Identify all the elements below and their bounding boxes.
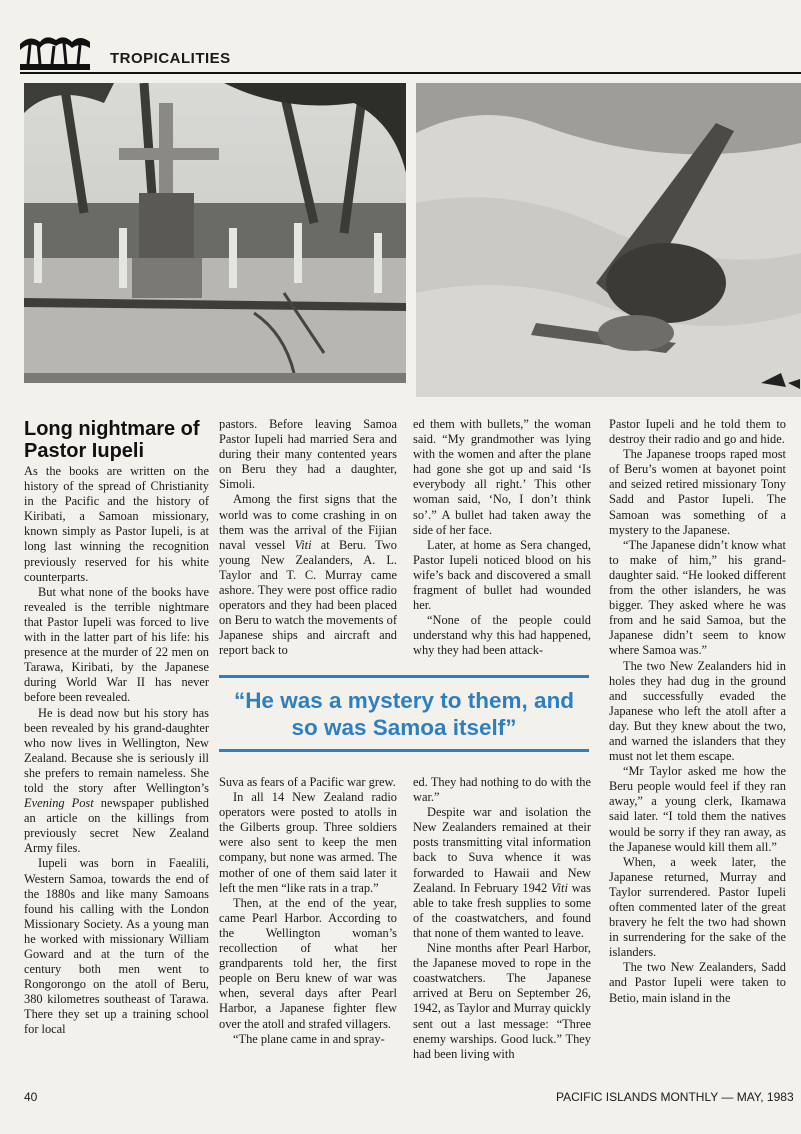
paragraph: “The plane came in and spray- (233, 1031, 385, 1046)
paragraph: But what none of the books have revealed is the terrible nightmare that Pastor Iupeli was forced to live with in the latter part of his life: his presence at the murder of 22 men on Tarawa, Kiribati, by the Japanese during World War II has never before been revealed. (24, 584, 209, 705)
article-column-2-bottom (219, 775, 397, 1047)
paragraph: “The Japanese didn’t know what to make of him,” his grand-daughter said. “He looked different from the other islanders, he was bigger. They asked where he was from and he said Samoa, but the Japanese didn’t seem to know where Samoa was.” (609, 537, 786, 658)
aircraft-wreck-photo (416, 83, 801, 397)
palm-trees-logo-icon (20, 34, 90, 70)
paragraph: ed. They had nothing to do with the war.” (413, 775, 591, 805)
page-number: 40 (24, 1090, 38, 1104)
memorial-photo (24, 83, 406, 383)
paragraph: In all 14 New Zealand radio operators were posted to atolls in the Gilberts group. Three soldiers were also sent to keep the men company, but none was armed. The mother of one of them said later it left the men “like rats in a trap.” (219, 790, 397, 895)
page-header (20, 34, 801, 74)
paragraph: Among the first signs that the world was to come crashing in on them was the arrival of the Fijian naval vessel Viti at Beru. Two young New Zealanders, A. L. Taylor and T. C. Murray came ashore. They were post office radio operators and they had been placed on Beru to watch the movements of Japanese ships and aircraft and report back to (219, 492, 397, 658)
article-column-2-top (219, 417, 397, 659)
paragraph: As the books are written on the history of the spread of Christianity in the Pacific and the history of Kiribati, a Samoan missionary, known simply as Pastor Iupeli, is at long last winning the recognition previously reserved for his white counterparts. (24, 464, 209, 584)
paragraph: Nine months after Pearl Harbor, the Japanese moved to rope in the coastwatchers. The Japanese arrived at Beru on September 26, 1942, as Taylor and Murray quickly sent out a last message: “Three enemy warships. Good luck.” They had been living with (413, 941, 591, 1061)
paragraph: Later, at home as Sera changed, Pastor Iupeli noticed blood on his wife’s back and discovered a small fragment of bullet had wounded her. (413, 537, 591, 613)
article-column-3-bottom (413, 775, 591, 1062)
publication-footer: PACIFIC ISLANDS MONTHLY — MAY, 1983 (556, 1090, 794, 1104)
paragraph: When, a week later, the Japanese returned, Murray and Taylor surrendered. Pastor Iupeli often commented later of the great bravery he felt the two had shown in surrendering for the sake of the islanders. (609, 854, 786, 960)
paragraph: Despite war and isolation the New Zealanders remained at their posts transmitting vital information back to Suva whence it was forwarded to Hawaii and New Zealand. In February 1942 Viti was able to take fresh supplies to some of the coastwatchers, and found that none of them wanted to leave. (413, 805, 591, 940)
paragraph: Iupeli was born in Faealili, Western Samoa, towards the end of the 1880s and like many Samoans found his calling with the London Missionary Society. As a young man he worked with missionary William Goward and at the turn of the century both men went to Rongorongo on the atoll of Beru, 380 kilometres southeast of Tarawa. There they set up a training school for local (24, 856, 209, 1037)
pull-quote-text: “He was a mystery to them, and so was Samoa itself” (233, 688, 575, 740)
paragraph: The Japanese troops raped most of Beru’s women at bayonet point and seized retired missionary Tony Sadd and Pastor Iupeli. The Samoan was something of a mystery to the Japanese. (609, 447, 786, 537)
paragraph: He is dead now but his story has been revealed by his grand-daughter who now lives in Wellington, New Zealand. Because she is seriously ill she prefers to remain nameless. She told the story after Wellington’s Evening Post newspaper published an article on the killings from previously secret New Zealand Army files. (24, 705, 209, 856)
paragraph: Suva as fears of a Pacific war grew. (219, 775, 396, 789)
pull-quote-rule-bottom (219, 749, 589, 752)
paragraph: ed them with bullets,” the woman said. “My grandmother was lying with the women and after the plane had gone she got up and said ‘Is everybody all right.’ This other woman said, ‘No, I don’t think so’.” A bullet had taken away the side of her face. (413, 417, 591, 537)
section-title: TROPICALITIES (110, 50, 231, 67)
header-rule (20, 72, 801, 74)
article-column-3-top (413, 417, 591, 659)
pull-quote (219, 675, 589, 752)
paragraph: “None of the people could understand why this had happened, why they had been attack- (413, 613, 591, 658)
paragraph: The two New Zealanders, Sadd and Pastor Iupeli were taken to Betio, main island in the (609, 960, 786, 1005)
paragraph: Pastor Iupeli and he told them to destroy their radio and go and hide. (609, 417, 786, 447)
article-column-1 (24, 464, 209, 1038)
paragraph: pastors. Before leaving Samoa Pastor Iupeli had married Sera and during their many contented years on Beru they had a daughter, Simoli. (219, 417, 397, 492)
paragraph: “Mr Taylor asked me how the Beru people would feel if they ran away,” a young clerk, Ikamawa said later. “I told them the natives would be sorry if they ran away, as the Japanese would kill them all.” (609, 764, 786, 854)
article-column-4 (609, 417, 786, 1006)
article-headline: Long nightmare of Pastor Iupeli (24, 418, 200, 462)
paragraph: Then, at the end of the year, came Pearl Harbor. According to the Wellington woman’s recollection of what her grandparents told her, the first people on Beru knew of war was when, several days after Pearl Harbor, a Japanese fighter flew over the atoll and strafed villagers. (219, 895, 397, 1031)
paragraph: The two New Zealanders hid in holes they had dug in the ground and successfully evaded the Japanese who left the atoll after a day. But they knew about the two, and warned the islanders that they must not let them escape. (609, 658, 786, 764)
